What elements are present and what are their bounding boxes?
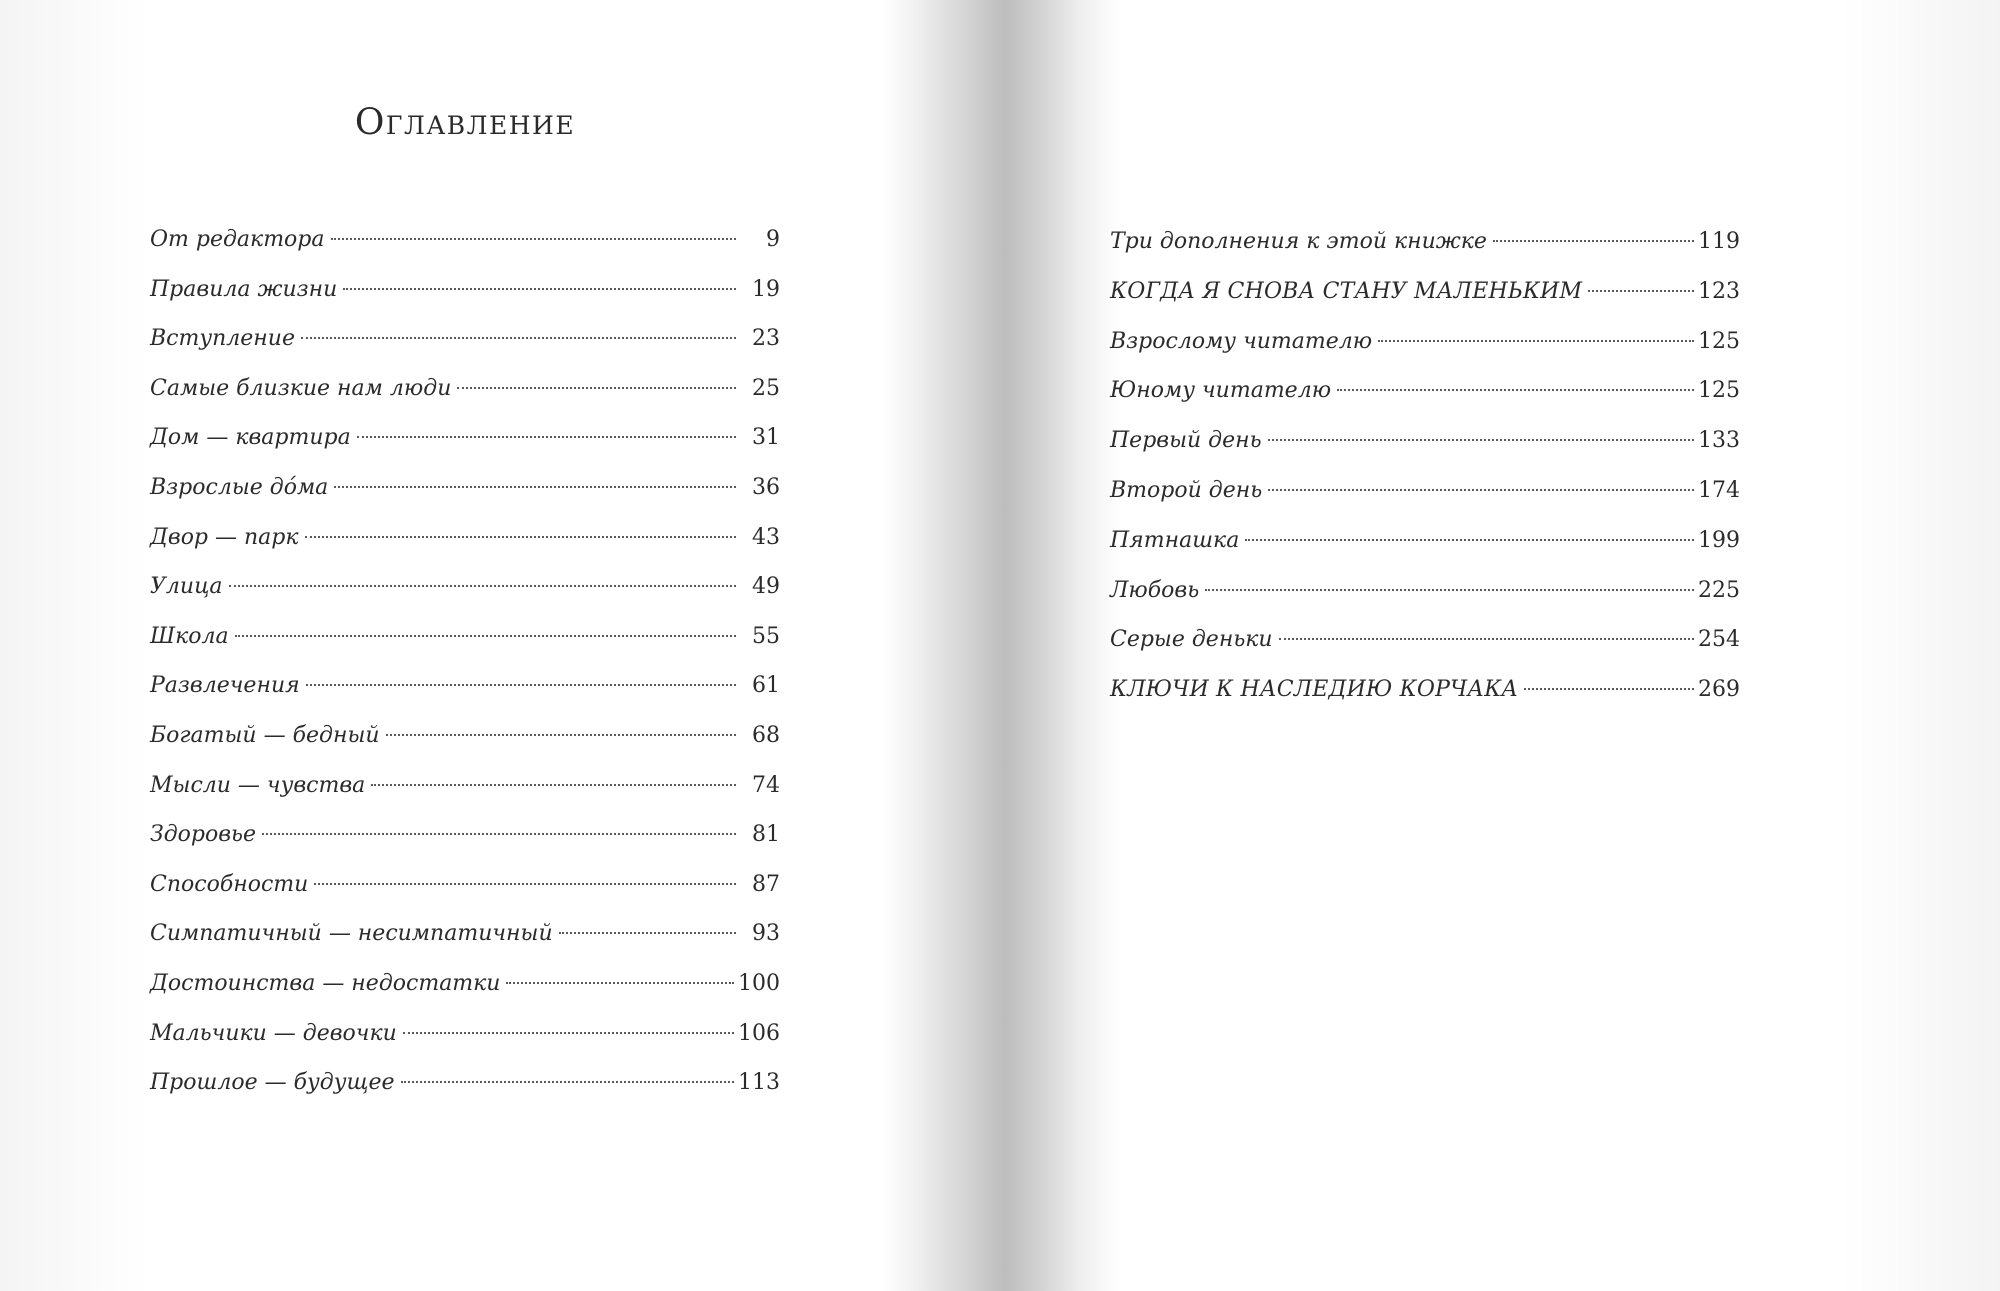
toc-entry[interactable]: [1110, 376, 1740, 426]
toc-entry-title: Достоинства — недостатки: [150, 970, 501, 996]
toc-entry-title: Взрослые до́ма: [150, 474, 329, 500]
toc-entry-page: 36: [752, 474, 780, 500]
toc-entry[interactable]: [150, 523, 780, 573]
toc-entry-page: 49: [752, 574, 780, 600]
toc-entry[interactable]: [1110, 625, 1740, 675]
toc-entry[interactable]: [1110, 327, 1740, 377]
toc-list-right: [1110, 227, 1740, 725]
toc-entry[interactable]: [1110, 476, 1740, 526]
dot-leader: [301, 337, 736, 339]
toc-entry[interactable]: [150, 771, 780, 821]
toc-entry-page: 9: [766, 227, 780, 252]
toc-entry-title: Правила жизни: [150, 276, 338, 302]
toc-entry-page: 55: [752, 623, 780, 649]
toc-entry-page: 23: [752, 326, 780, 352]
toc-entry-title: Способности: [150, 871, 309, 897]
toc-entry-page: 199: [1698, 527, 1740, 553]
toc-entry[interactable]: [150, 622, 780, 672]
toc-entry-page: 74: [752, 772, 780, 798]
toc-entry-title: Первый день: [1110, 428, 1262, 454]
toc-entry-title: Прошлое — будущее: [150, 1070, 395, 1096]
dot-leader: [314, 883, 736, 885]
dot-leader: [1205, 589, 1694, 591]
dot-leader: [1493, 240, 1694, 242]
toc-list-left: [150, 225, 780, 1118]
dot-leader: [1268, 489, 1694, 491]
toc-entry-page: 100: [738, 970, 780, 996]
toc-entry[interactable]: [1110, 526, 1740, 576]
toc-entry-title: КЛЮЧИ К НАСЛЕДИЮ КОРЧАКА: [1110, 677, 1519, 703]
left-page: [150, 0, 780, 1291]
toc-entry-title: Развлечения: [150, 673, 300, 699]
toc-entry-title: Улица: [150, 574, 223, 600]
toc-entry-page: 125: [1698, 328, 1740, 354]
dot-leader: [334, 486, 736, 488]
dot-leader: [305, 536, 736, 538]
dot-leader: [371, 784, 736, 786]
toc-entry[interactable]: [150, 275, 780, 325]
toc-entry-title: КОГДА Я СНОВА СТАНУ МАЛЕНЬКИМ: [1110, 278, 1583, 304]
toc-entry-title: Взрослому читателю: [1110, 328, 1373, 354]
dot-leader: [306, 684, 736, 686]
toc-entry-title: От редактора: [150, 227, 325, 252]
toc-entry[interactable]: [150, 671, 780, 721]
dot-leader: [401, 1081, 734, 1083]
toc-entry[interactable]: [1110, 277, 1740, 327]
toc-entry-page: 113: [738, 1070, 780, 1096]
toc-entry-title: Юному читателю: [1110, 378, 1332, 404]
toc-entry-page: 93: [752, 921, 780, 947]
dot-leader: [1279, 638, 1694, 640]
toc-entry-title: Здоровье: [150, 822, 257, 848]
toc-entry[interactable]: [150, 969, 780, 1019]
toc-entry-title: Второй день: [1110, 477, 1263, 503]
dot-leader: [1378, 340, 1694, 342]
dot-leader: [457, 387, 736, 389]
toc-entry-title: Дом — квартира: [150, 425, 351, 451]
toc-entry[interactable]: [150, 374, 780, 424]
dot-leader: [1524, 688, 1694, 690]
toc-entry-page: 81: [752, 822, 780, 848]
dot-leader: [506, 982, 734, 984]
toc-entry-page: 125: [1698, 378, 1740, 404]
toc-entry[interactable]: [150, 572, 780, 622]
toc-entry[interactable]: [150, 721, 780, 771]
toc-entry[interactable]: [150, 225, 780, 275]
dot-leader: [386, 734, 736, 736]
toc-entry[interactable]: [150, 423, 780, 473]
toc-entry-page: 269: [1698, 677, 1740, 703]
toc-entry-page: 225: [1698, 577, 1740, 603]
dot-leader: [357, 436, 736, 438]
dot-leader: [235, 635, 736, 637]
toc-entry-page: 123: [1698, 278, 1740, 304]
toc-entry[interactable]: [1110, 576, 1740, 626]
toc-entry[interactable]: [150, 870, 780, 920]
toc-entry-page: 133: [1698, 428, 1740, 454]
toc-entry[interactable]: [150, 1019, 780, 1069]
toc-entry-page: 61: [752, 673, 780, 699]
toc-entry-title: Вступление: [150, 326, 295, 352]
dot-leader: [229, 585, 736, 587]
toc-entry-title: Симпатичный — несимпатичный: [150, 921, 553, 947]
dot-leader: [262, 833, 736, 835]
toc-entry-title: Двор — парк: [150, 524, 299, 550]
toc-entry-page: 119: [1698, 229, 1740, 254]
toc-entry-page: 43: [752, 524, 780, 550]
right-page: [1110, 0, 1740, 1291]
toc-entry[interactable]: [1110, 675, 1740, 725]
toc-entry-title: Три дополнения к этой книжке: [1110, 229, 1487, 254]
toc-entry-page: 87: [752, 871, 780, 897]
dot-leader: [1588, 290, 1694, 292]
toc-entry-page: 19: [752, 276, 780, 302]
toc-entry[interactable]: [150, 820, 780, 870]
toc-entry-title: Мальчики — девочки: [150, 1020, 397, 1046]
dot-leader: [1245, 539, 1694, 541]
toc-entry-page: 174: [1698, 477, 1740, 503]
toc-entry-title: Любовь: [1110, 577, 1200, 603]
toc-entry-page: 25: [752, 375, 780, 401]
dot-leader: [343, 288, 736, 290]
dot-leader: [559, 932, 736, 934]
toc-entry[interactable]: [150, 1068, 780, 1118]
toc-entry-page: 106: [738, 1020, 780, 1046]
toc-entry-page: 254: [1698, 627, 1740, 653]
dot-leader: [331, 238, 737, 240]
toc-entry-title: Школа: [150, 623, 229, 649]
toc-entry-title: Мысли — чувства: [150, 772, 366, 798]
toc-entry-title: Пятнашка: [1110, 527, 1240, 553]
toc-entry[interactable]: [1110, 426, 1740, 476]
toc-entry-title: Серые деньки: [1110, 627, 1273, 653]
dot-leader: [1268, 439, 1694, 441]
toc-entry[interactable]: [150, 324, 780, 374]
toc-entry-page: 31: [752, 425, 780, 451]
dot-leader: [403, 1032, 734, 1034]
toc-entry[interactable]: [150, 473, 780, 523]
toc-entry-title: Самые близкие нам люди: [150, 375, 452, 401]
toc-entry[interactable]: [150, 919, 780, 969]
toc-entry[interactable]: [1110, 227, 1740, 277]
toc-heading: Оглавление: [354, 102, 576, 143]
toc-entry-page: 68: [752, 722, 780, 748]
dot-leader: [1337, 389, 1694, 391]
toc-entry-title: Богатый — бедный: [150, 722, 380, 748]
